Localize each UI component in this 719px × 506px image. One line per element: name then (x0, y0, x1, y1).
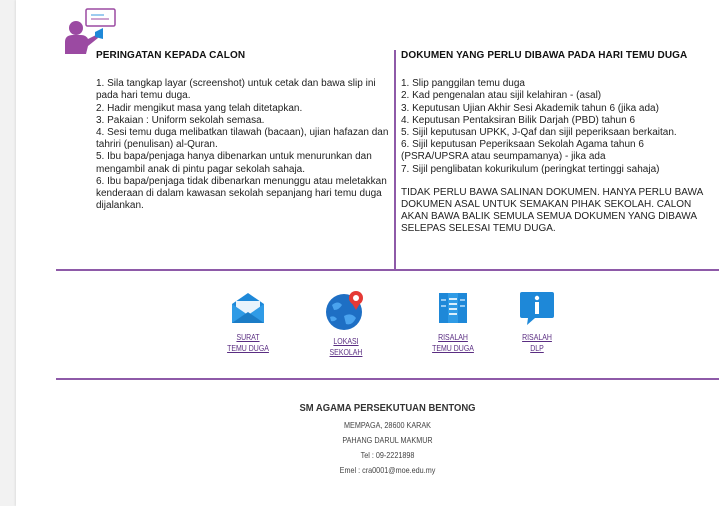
link-label: LOKASI (333, 336, 359, 346)
reminder-item: 1. Sila tangkap layar (screenshot) untuk cetak dan bawa slip ini pada hari temu duga. (96, 78, 376, 102)
reminder-item: 2. Hadir mengikut masa yang telah ditetapkan. (96, 102, 303, 114)
school-name: SM AGAMA PERSEKUTUAN BENTONG (299, 402, 476, 414)
documents-heading: DOKUMEN YANG PERLU DIBAWA PADA HARI TEMU DUGA (401, 50, 688, 61)
link-label: SURAT (236, 332, 260, 342)
email-address: Emel : cra0001@moe.edu.my (339, 465, 436, 475)
phone-number: Tel : 09-2221898 (360, 450, 415, 460)
document-item: 6. Sijil keputusan Peperiksaan Sekolah Agama tahun 6 (PSRA/UPSRA atau seumpamanya) - jika ada (401, 139, 644, 163)
link-label: RISALAH (522, 332, 552, 342)
document-item: 2. Kad pengenalan atau sijil kelahiran - (asal) (401, 90, 602, 102)
link-label: TEMU DUGA (227, 343, 269, 353)
horizontal-divider (56, 269, 719, 271)
document-item: 5. Sijil keputusan UPKK, J-Qaf dan sijil peperiksaan berkaitan. (401, 127, 677, 139)
globe-pin-icon (324, 288, 368, 332)
documents-section (401, 50, 711, 236)
reminders-heading: PERINGATAN KEPADA CALON (96, 50, 246, 61)
brochure-icon (433, 288, 473, 328)
reminder-item: 4. Sesi temu duga melibatkan tilawah (bacaan), ujian hafazan dan tahriri (penulisan) al-Quran. (96, 127, 389, 151)
link-label: TEMU DUGA (432, 343, 474, 353)
horizontal-divider (56, 378, 719, 380)
link-risalah-temu-duga[interactable] (421, 288, 485, 354)
address-line: MEMPAGA, 28600 KARAK (343, 420, 431, 430)
link-label: DLP (530, 343, 544, 353)
document-item: 4. Keputusan Pentaksiran Bilik Darjah (PBD) tahun 6 (401, 114, 636, 126)
reminder-item: 3. Pakaian : Uniform sekolah semasa. (96, 114, 265, 126)
envelope-icon (228, 288, 268, 328)
link-label: RISALAH (438, 332, 468, 342)
address-line: PAHANG DARUL MAKMUR (342, 435, 433, 445)
reminder-item: 5. Ibu bapa/penjaga hanya dibenarkan untuk menurunkan dan mengambil anak di pintu pagar sekolah sahaja. (96, 151, 372, 175)
document-item: 7. Sijil penglibatan kokurikulum (peringkat tertinggi sahaja) (401, 163, 660, 175)
link-lokasi-sekolah[interactable] (314, 288, 378, 358)
document-item: 3. Keputusan Ujian Akhir Sesi Akademik tahun 6 (jika ada) (401, 102, 659, 114)
info-icon (517, 288, 557, 328)
reminders-section (96, 50, 392, 212)
document-item: 1. Slip panggilan temu duga (401, 78, 525, 90)
link-surat-temu-duga[interactable] (216, 288, 280, 354)
documents-note: TIDAK PERLU BAWA SALINAN DOKUMEN. HANYA PERLU BAWA DOKUMEN ASAL UNTUK SEMAKAN PIHAK SEKOLAH. CALON AKAN BAWA BALIK SEMULA SEMUA DOKUMEN YANG DIBAWA SELEPAS SELESAI TEMU DUGA. (401, 186, 703, 235)
school-footer (56, 402, 719, 478)
vertical-divider (394, 50, 396, 270)
reminder-item: 6. Ibu bapa/penjaga tidak dibenarkan menunggu atau meletakkan kenderaan di dalam kawasan sekolah sepanjang hari temu duga dijalankan. (96, 175, 387, 212)
link-risalah-dlp[interactable] (505, 288, 569, 354)
link-label: SEKOLAH (329, 347, 363, 357)
